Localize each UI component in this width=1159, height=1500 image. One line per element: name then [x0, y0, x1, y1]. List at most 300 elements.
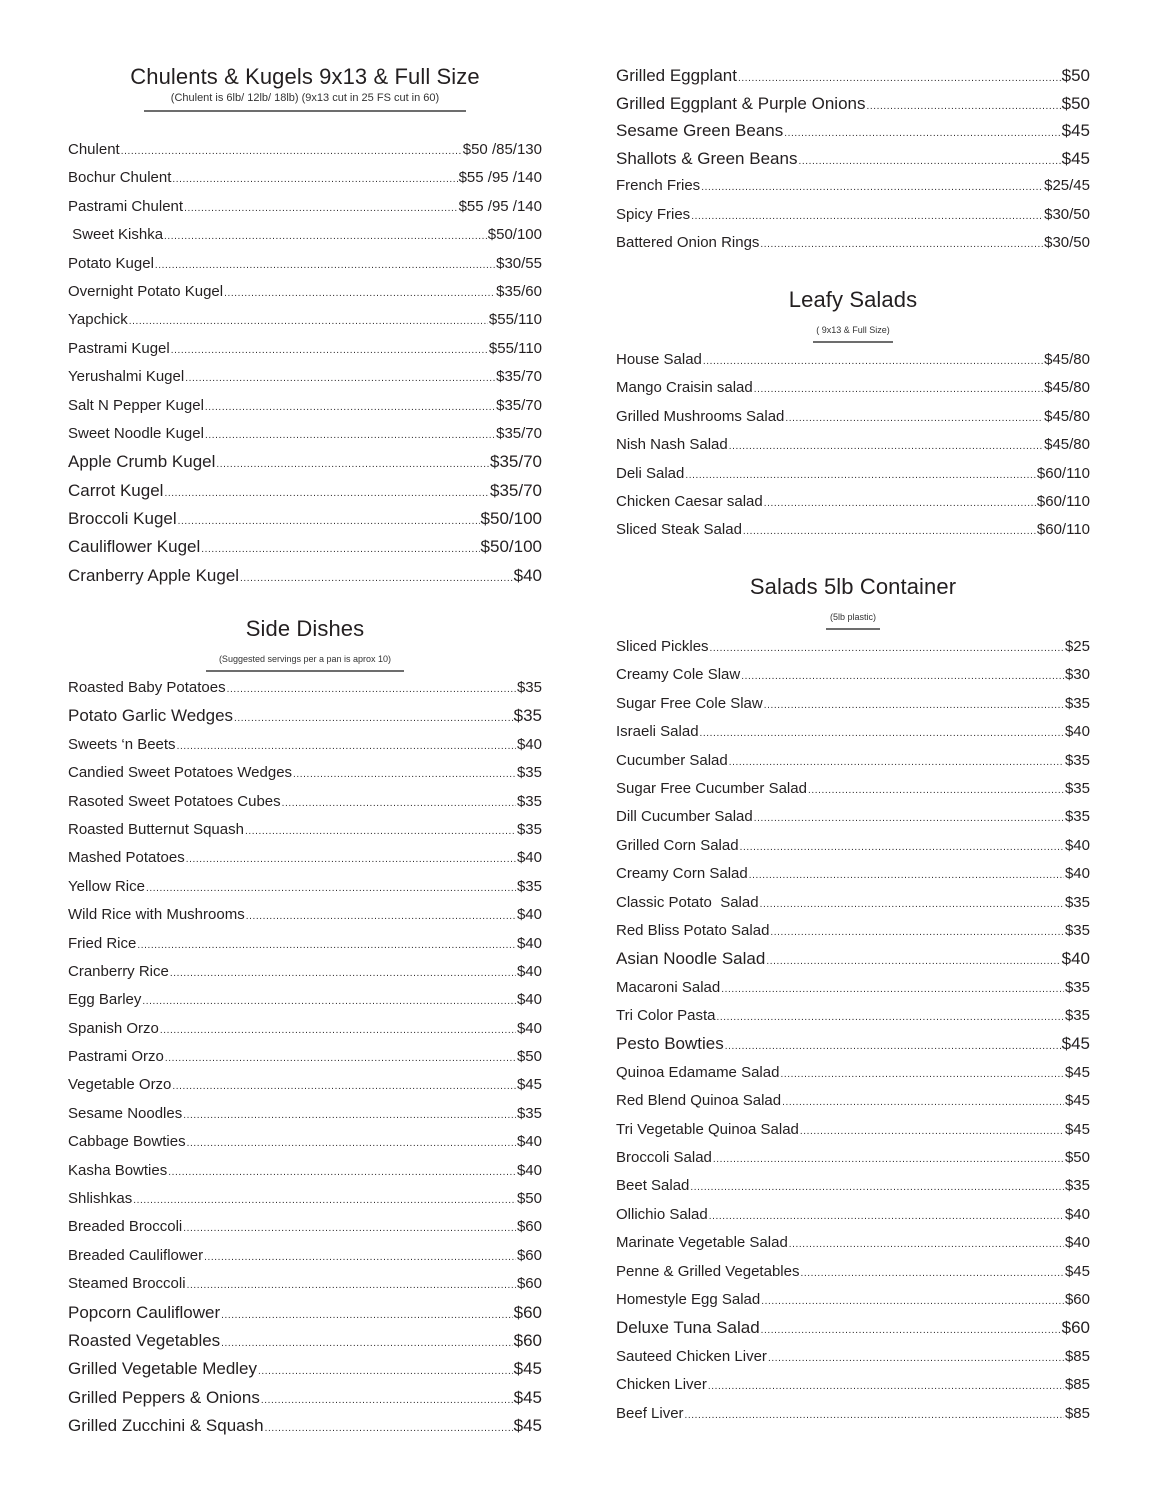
item-price: $60	[516, 1246, 542, 1264]
item-name: Creamy Corn Salad	[616, 865, 748, 883]
menu-item	[68, 1128, 542, 1156]
section-subtitle: (5lb plastic)	[829, 612, 876, 622]
item-price: $60	[516, 1218, 542, 1236]
menu-item	[68, 930, 542, 958]
dot-leader	[186, 846, 516, 874]
item-price: $85	[1064, 1376, 1090, 1394]
item-name: Roasted Vegetables	[68, 1330, 221, 1350]
item-name: Wild Rice with Mushrooms	[68, 906, 245, 924]
menu-item	[616, 431, 1090, 459]
section-title: Leafy Salads	[788, 287, 918, 312]
menu-item	[616, 516, 1090, 544]
menu-item	[616, 775, 1090, 803]
item-price: $50/100	[480, 537, 542, 557]
item-name: Vegetable Orzo	[68, 1076, 172, 1094]
item-name: French Fries	[616, 177, 701, 194]
item-price: $35	[513, 706, 542, 726]
item-name: Tri Color Pasta	[616, 1007, 716, 1025]
menu-item	[68, 674, 542, 702]
dot-leader	[800, 1260, 1064, 1288]
menu-item	[68, 306, 542, 334]
item-name: Deli Salad	[616, 464, 685, 482]
item-name: Grilled Eggplant & Purple Onions	[616, 93, 866, 113]
item-name: Apple Crumb Kugel	[68, 452, 216, 472]
dot-leader	[234, 705, 513, 733]
leafy-salads-header	[616, 287, 1090, 343]
item-name: Homestyle Egg Salad	[616, 1290, 761, 1308]
menu-item	[68, 788, 542, 816]
item-name: Nish Nash Salad	[616, 436, 728, 454]
menu-item	[616, 661, 1090, 689]
dot-leader	[265, 1415, 513, 1443]
dot-leader	[240, 565, 513, 593]
item-price: $40	[1064, 1205, 1090, 1223]
menu-item	[68, 702, 542, 730]
dot-leader	[142, 988, 516, 1016]
menu-item	[68, 335, 542, 363]
item-price: $60/110	[1036, 464, 1090, 482]
dot-leader	[185, 365, 495, 393]
menu-item	[616, 1087, 1090, 1115]
item-price: $35	[516, 792, 542, 810]
side-dishes-header	[68, 616, 542, 672]
menu-item	[68, 278, 542, 306]
item-price: $50	[516, 1190, 542, 1208]
menu-item	[68, 1043, 542, 1071]
item-name: Bochur Chulent	[68, 169, 172, 187]
menu-item	[616, 403, 1090, 431]
menu-item	[68, 193, 542, 221]
menu-item	[68, 1270, 542, 1298]
item-price: $85	[1064, 1347, 1090, 1365]
item-name: Penne & Grilled Vegetables	[616, 1262, 800, 1280]
menu-item	[68, 816, 542, 844]
menu-item	[68, 448, 542, 476]
item-price: $35	[1064, 921, 1090, 939]
dot-leader	[221, 1330, 512, 1358]
item-price: $35	[1064, 694, 1090, 712]
menu-item	[616, 1116, 1090, 1144]
item-price: $35	[516, 877, 542, 895]
dot-leader	[709, 1203, 1064, 1231]
item-price: $45	[1064, 1092, 1090, 1110]
item-name: Cauliflower Kugel	[68, 537, 201, 557]
item-price: $35	[1064, 751, 1090, 769]
dot-leader	[160, 1017, 516, 1045]
item-price: $50/100	[480, 509, 542, 529]
item-price: $35/70	[496, 396, 542, 414]
menu-item	[616, 229, 1090, 258]
item-price: $30/50	[1044, 205, 1090, 223]
item-price: $40	[1064, 836, 1090, 854]
item-name: Roasted Butternut Squash	[68, 820, 244, 838]
item-price: $60/110	[1036, 492, 1090, 510]
item-name: Mango Craisin salad	[616, 379, 753, 397]
item-name: Broccoli Kugel	[68, 509, 177, 529]
dot-leader	[749, 862, 1064, 890]
item-name: Red Blend Quinoa Salad	[616, 1092, 782, 1110]
item-name: Pesto Bowties	[616, 1034, 724, 1054]
item-name: Pastrami Kugel	[68, 339, 170, 357]
chulents-kugels-list	[68, 136, 542, 590]
section-divider	[206, 670, 404, 672]
menu-item	[68, 505, 542, 533]
section-subtitle: (Chulent is 6lb/ 12lb/ 18lb) (9x13 cut in 25 FS cut in 60)	[170, 92, 440, 104]
menu-item	[68, 873, 542, 901]
item-price: $35	[1064, 1007, 1090, 1025]
dot-leader	[171, 337, 488, 365]
dot-leader	[761, 1317, 1061, 1345]
dot-leader	[216, 451, 489, 479]
item-name: Quinoa Edamame Salad	[616, 1063, 780, 1081]
menu-item	[68, 1015, 542, 1043]
menu-item	[68, 1299, 542, 1327]
dot-leader	[760, 231, 1043, 260]
item-name: Potato Garlic Wedges	[68, 706, 234, 726]
dot-leader	[768, 1345, 1064, 1373]
item-price: $40	[1064, 865, 1090, 883]
item-name: Macaroni Salad	[616, 978, 721, 996]
menu-item	[616, 1172, 1090, 1200]
menu-item	[616, 145, 1090, 173]
dot-leader	[121, 138, 462, 166]
menu-item	[616, 90, 1090, 118]
item-name: Tri Vegetable Quinoa Salad	[616, 1120, 799, 1138]
dot-leader	[183, 1215, 516, 1243]
menu-item	[616, 488, 1090, 516]
item-name: Breaded Broccoli	[68, 1218, 183, 1236]
dot-leader	[764, 490, 1036, 518]
item-price: $60	[1064, 1290, 1090, 1308]
dot-leader	[716, 1004, 1063, 1032]
item-name: Grilled Peppers & Onions	[68, 1387, 260, 1407]
dot-leader	[187, 1130, 516, 1158]
menu-item	[68, 420, 542, 448]
item-name: Chicken Caesar salad	[616, 492, 763, 510]
dot-leader	[780, 1061, 1064, 1089]
item-price: $50/100	[487, 226, 542, 244]
menu-item	[68, 901, 542, 929]
menu-item	[68, 844, 542, 872]
item-price: $35	[1064, 978, 1090, 996]
item-price: $45	[1064, 1120, 1090, 1138]
item-price: $45	[1061, 121, 1090, 140]
item-price: $30	[1064, 666, 1090, 684]
menu-item	[616, 633, 1090, 661]
item-name: Pastrami Orzo	[68, 1048, 164, 1066]
dot-leader	[133, 1187, 516, 1215]
item-name: Sweets ‘n Beets	[68, 735, 176, 753]
menu-item	[68, 164, 542, 192]
item-name: Kasha Bowties	[68, 1161, 168, 1179]
menu-item	[68, 958, 542, 986]
menu-item	[68, 250, 542, 278]
item-name: Rasoted Sweet Potatoes Cubes	[68, 792, 281, 810]
menu-item	[616, 346, 1090, 374]
menu-item	[68, 1412, 542, 1440]
item-price: $45	[1064, 1262, 1090, 1280]
item-price: $60/110	[1036, 521, 1090, 539]
item-price: $40	[516, 1019, 542, 1037]
dot-leader	[245, 818, 516, 846]
dot-leader	[184, 195, 458, 223]
menu-item	[68, 731, 542, 759]
item-price: $45/80	[1044, 351, 1090, 368]
item-price: $35	[1064, 779, 1090, 797]
item-name: Sweet Noodle Kugel	[68, 424, 204, 442]
item-name: Grilled Eggplant	[616, 66, 737, 85]
menu-item	[68, 221, 542, 249]
dot-leader	[700, 720, 1064, 748]
dot-leader	[713, 1146, 1064, 1174]
dot-leader	[293, 761, 516, 789]
item-price: $45/80	[1044, 436, 1090, 454]
dot-leader	[808, 777, 1064, 805]
item-name: Yapchick	[68, 311, 128, 329]
section-divider	[826, 628, 880, 630]
item-price: $40	[516, 906, 542, 924]
item-price: $35/70	[490, 452, 542, 472]
dot-leader	[168, 1159, 516, 1187]
item-price: $35/70	[496, 424, 542, 442]
dot-leader	[754, 805, 1064, 833]
dot-leader	[164, 480, 489, 508]
dot-leader	[798, 148, 1060, 176]
item-price: $35/70	[490, 480, 542, 500]
dot-leader	[258, 1358, 513, 1386]
item-price: $40	[1064, 723, 1090, 741]
dot-leader	[800, 1118, 1064, 1146]
item-name: Spanish Orzo	[68, 1019, 159, 1037]
item-price: $40	[516, 735, 542, 753]
item-name: Salt N Pepper Kugel	[68, 396, 204, 414]
dot-leader	[204, 1244, 516, 1272]
item-name: Asian Noodle Salad	[616, 949, 766, 969]
dot-leader	[129, 308, 488, 336]
item-name: Beet Salad	[616, 1177, 690, 1195]
item-name: Grilled Mushrooms Salad	[616, 407, 785, 425]
item-price: $50	[1061, 66, 1090, 85]
dot-leader	[201, 536, 479, 564]
item-name: House Salad	[616, 351, 702, 368]
dot-leader	[866, 93, 1060, 121]
dot-leader	[789, 1231, 1064, 1259]
item-price: $50	[1064, 1149, 1090, 1167]
item-name: Sliced Pickles	[616, 638, 709, 655]
side-dishes-continued-list	[616, 62, 1090, 258]
item-name: Sesame Noodles	[68, 1104, 183, 1122]
item-price: $45/80	[1044, 407, 1090, 425]
menu-item	[616, 201, 1090, 230]
item-name: Candied Sweet Potatoes Wedges	[68, 764, 293, 782]
item-name: Overnight Potato Kugel	[68, 282, 224, 300]
item-name: Grilled Zucchini & Squash	[68, 1416, 264, 1436]
item-price: $45/80	[1044, 379, 1090, 397]
menu-item	[616, 860, 1090, 888]
item-price: $30/50	[1044, 234, 1090, 251]
menu-item	[68, 759, 542, 787]
menu-item	[68, 1071, 542, 1099]
item-name: Shallots & Green Beans	[616, 148, 798, 168]
item-name: Breaded Cauliflower	[68, 1246, 204, 1264]
item-price: $40	[516, 1133, 542, 1151]
menu-item	[616, 1314, 1090, 1342]
item-price: $40	[1061, 949, 1090, 969]
dot-leader	[172, 166, 457, 194]
item-price: $45	[513, 1359, 542, 1379]
item-price: $60	[513, 1330, 542, 1350]
item-name: Chicken Liver	[616, 1376, 707, 1394]
menu-item	[616, 1371, 1090, 1399]
menu-item	[68, 477, 542, 505]
menu-item	[68, 986, 542, 1014]
item-price: $50 /85/130	[462, 141, 542, 158]
item-price: $40	[516, 962, 542, 980]
item-name: Egg Barley	[68, 991, 142, 1009]
dot-leader	[721, 976, 1064, 1004]
item-name: Pastrami Chulent	[68, 197, 184, 215]
item-price: $60	[516, 1275, 542, 1293]
item-price: $35/70	[496, 368, 542, 386]
menu-item	[616, 1002, 1090, 1030]
item-name: Red Bliss Potato Salad	[616, 921, 770, 939]
item-name: Cranberry Apple Kugel	[68, 565, 240, 585]
menu-item	[616, 1286, 1090, 1314]
section-subtitle: (Suggested servings per a pan is aprox 10)	[218, 654, 392, 664]
item-price: $55/110	[488, 311, 542, 329]
menu-item	[616, 117, 1090, 145]
dot-leader	[172, 1073, 516, 1101]
dot-leader	[740, 834, 1064, 862]
item-price: $35	[516, 1104, 542, 1122]
menu-item	[68, 1185, 542, 1213]
dot-leader	[224, 280, 495, 308]
item-name: Marinate Vegetable Salad	[616, 1234, 788, 1252]
menu-item	[68, 363, 542, 391]
menu-item	[616, 1059, 1090, 1087]
item-name: Shlishkas	[68, 1190, 133, 1208]
item-name: Battered Onion Rings	[616, 234, 760, 251]
item-price: $45	[1061, 1034, 1090, 1054]
item-name: Cucumber Salad	[616, 751, 728, 769]
dot-leader	[708, 1373, 1064, 1401]
item-price: $45	[1061, 148, 1090, 168]
menu-item	[68, 533, 542, 561]
menu-item	[68, 1242, 542, 1270]
item-name: Fried Rice	[68, 934, 137, 952]
item-name: Carrot Kugel	[68, 480, 164, 500]
item-name: Broccoli Salad	[616, 1149, 712, 1167]
item-name: Sesame Green Beans	[616, 121, 784, 140]
dot-leader	[703, 348, 1043, 376]
item-name: Mashed Potatoes	[68, 849, 185, 867]
section-divider	[144, 110, 466, 112]
menu-item	[616, 1400, 1090, 1428]
item-name: Dill Cucumber Salad	[616, 808, 753, 826]
item-price: $60	[513, 1302, 542, 1322]
menu-item	[616, 1201, 1090, 1229]
item-price: $45	[1064, 1063, 1090, 1081]
item-price: $40	[516, 991, 542, 1009]
item-price: $85	[1064, 1404, 1090, 1422]
item-name: Classic Potato Salad	[616, 893, 759, 911]
menu-item	[616, 889, 1090, 917]
salads-5lb-header	[616, 574, 1090, 630]
item-price: $55 /95 /140	[458, 197, 542, 215]
dot-leader	[743, 518, 1036, 546]
dot-leader	[729, 433, 1043, 461]
item-price: $55/110	[488, 339, 542, 357]
item-price: $50	[1061, 93, 1090, 113]
item-name: Roasted Baby Potatoes	[68, 679, 226, 696]
dot-leader	[187, 1272, 516, 1300]
item-price: $35	[1064, 1177, 1090, 1195]
section-title: Salads 5lb Container	[749, 574, 957, 599]
dot-leader	[178, 508, 480, 536]
dot-leader	[177, 733, 516, 761]
item-price: $35	[1064, 893, 1090, 911]
menu-item	[616, 718, 1090, 746]
menu-item	[616, 917, 1090, 945]
item-price: $35	[516, 764, 542, 782]
menu-item	[68, 1213, 542, 1241]
chulents-kugels-header	[68, 64, 542, 112]
dot-leader	[754, 376, 1043, 404]
section-subtitle: ( 9x13 & Full Size)	[816, 325, 890, 335]
item-name: Potato Kugel	[68, 254, 154, 272]
item-price: $45	[513, 1416, 542, 1436]
item-name: Grilled Vegetable Medley	[68, 1359, 258, 1379]
dot-leader	[770, 919, 1064, 947]
menu-item	[68, 1100, 542, 1128]
menu-item	[68, 562, 542, 590]
dot-leader	[183, 1102, 516, 1130]
item-name: Yerushalmi Kugel	[68, 368, 185, 386]
item-name: Deluxe Tuna Salad	[616, 1318, 760, 1338]
item-name: Sugar Free Cole Slaw	[616, 694, 763, 712]
dot-leader	[766, 948, 1060, 976]
item-price: $60	[1061, 1318, 1090, 1338]
item-price: $35	[1064, 808, 1090, 826]
dot-leader	[785, 405, 1043, 433]
item-price: $50	[516, 1048, 542, 1066]
dot-leader	[701, 174, 1043, 203]
menu-item	[68, 136, 542, 164]
item-name: Cabbage Bowties	[68, 1133, 186, 1151]
menu-item	[616, 1343, 1090, 1371]
menu-item	[68, 1384, 542, 1412]
item-price: $40	[516, 934, 542, 952]
dot-leader	[282, 790, 516, 818]
item-price: $35/60	[496, 282, 542, 300]
menu-item	[616, 172, 1090, 201]
item-name: Yellow Rice	[68, 877, 145, 895]
item-name: Creamy Cole Slaw	[616, 666, 741, 684]
menu-item	[616, 460, 1090, 488]
dot-leader	[137, 932, 516, 960]
item-price: $35	[516, 820, 542, 838]
dot-leader	[764, 692, 1064, 720]
menu-item	[616, 690, 1090, 718]
dot-leader	[691, 203, 1043, 232]
dot-leader	[761, 1288, 1064, 1316]
item-price: $45	[516, 1076, 542, 1094]
menu-item	[68, 1157, 542, 1185]
leafy-salads-list	[616, 346, 1090, 545]
item-name: Beef Liver	[616, 1404, 684, 1422]
item-name: Ollichio Salad	[616, 1205, 708, 1223]
menu-item	[616, 747, 1090, 775]
